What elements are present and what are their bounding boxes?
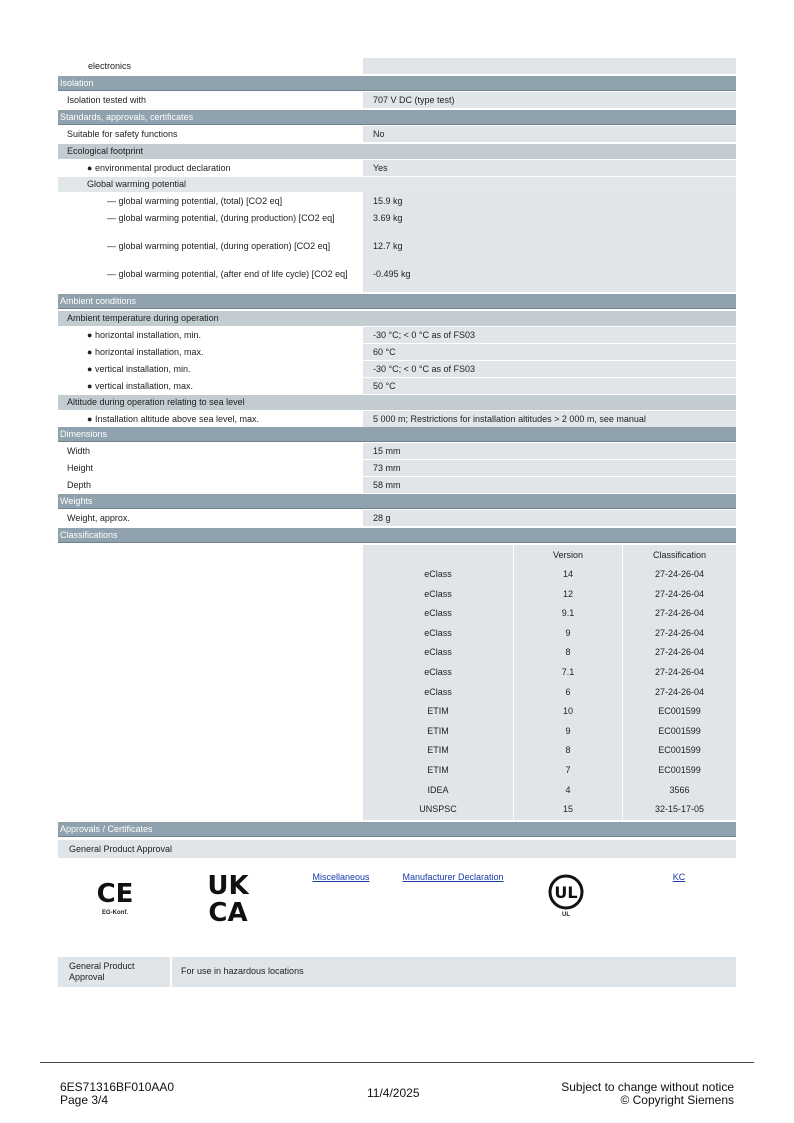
- v-min-row: ● vertical installation, min. -30 °C; < 0 °C as of FS03: [58, 361, 736, 377]
- gwp-total-value: 15.9 kg: [363, 192, 736, 210]
- classification-table: [363, 545, 736, 820]
- altitude-heading: Altitude during operation relating to sea level: [58, 395, 736, 410]
- ul-caption: UL: [562, 912, 570, 918]
- classification-row: [363, 781, 736, 801]
- classification-version: 7.1: [514, 663, 623, 683]
- h-max-row: ● horizontal installation, max. 60 °C: [58, 344, 736, 360]
- section-dimensions: Dimensions: [58, 427, 736, 442]
- gwp-eol-value: -0.495 kg: [363, 266, 736, 292]
- classification-row: [363, 585, 736, 605]
- gwp-heading: Global warming potential: [58, 177, 736, 192]
- h-min-row: ● horizontal installation, min. -30 °C; < 0 °C as of FS03: [58, 327, 736, 343]
- kc-link[interactable]: KC: [672, 872, 686, 882]
- h-max-label: horizontal installation, max.: [94, 347, 204, 357]
- gwp-prod-value: 3.69 kg: [363, 210, 736, 238]
- classification-system: eClass: [363, 604, 514, 624]
- classification-version: 6: [514, 683, 623, 703]
- classification-code: 27-24-26-04: [654, 627, 705, 638]
- classification-system: eClass: [363, 663, 514, 683]
- ukca-logo-text-1: UK: [207, 871, 249, 901]
- classification-version: 9.1: [514, 604, 623, 624]
- classification-system: eClass: [363, 683, 514, 703]
- classification-row: [363, 604, 736, 624]
- h-min-label: horizontal installation, min.: [94, 330, 201, 340]
- classification-code: EC001599: [658, 725, 701, 736]
- isolation-label: Isolation tested with: [67, 95, 147, 105]
- footer-divider: [40, 1062, 754, 1063]
- classification-code: 27-24-26-04: [654, 666, 705, 677]
- ce-logo-text: CE: [96, 879, 134, 908]
- electronics-value: [363, 58, 736, 74]
- v-max-label: vertical installation, max.: [94, 381, 193, 391]
- classification-version: 9: [514, 722, 623, 742]
- classification-system: UNSPSC: [363, 800, 514, 820]
- classification-version: 4: [514, 781, 623, 801]
- weight-value: 28 g: [363, 510, 736, 526]
- gwp-op-value: 12.7 kg: [363, 238, 736, 266]
- classification-header-row: [363, 545, 736, 565]
- classification-code: 27-24-26-04: [654, 686, 705, 697]
- classification-version: 8: [514, 643, 623, 663]
- ul-logo-text: UL: [554, 883, 578, 902]
- classification-system: eClass: [363, 585, 514, 605]
- classification-system: eClass: [363, 624, 514, 644]
- ul-mark-icon: [547, 874, 585, 910]
- height-row: [58, 460, 736, 476]
- classification-system: IDEA: [363, 781, 514, 801]
- classification-code: 32-15-17-05: [654, 804, 705, 815]
- altitude-label: Installation altitude above sea level, max.: [94, 414, 260, 424]
- footer-notice: Subject to change without notice: [561, 1080, 734, 1094]
- section-classifications: Classifications: [58, 528, 736, 543]
- classification-code: 27-24-26-04: [654, 647, 705, 658]
- gwp-total-row: — global warming potential, (total) [CO2 eq] 15.9 kg: [58, 192, 736, 210]
- ce-caption: EG-Konf.: [102, 910, 128, 916]
- electronics-label: electronics: [88, 61, 132, 71]
- section-ambient: Ambient conditions: [58, 294, 736, 309]
- ce-logo: [92, 878, 138, 916]
- footer-copyright: © Copyright Siemens: [620, 1093, 734, 1107]
- v-max-value: 50 °C: [363, 378, 736, 394]
- width-label: Width: [67, 446, 91, 456]
- bullet-icon: ●: [87, 163, 95, 173]
- classification-row: [363, 741, 736, 761]
- classification-system: ETIM: [363, 741, 514, 761]
- epd-label: environmental product declaration: [94, 163, 231, 173]
- isolation-value: 707 V DC (type test): [363, 92, 736, 108]
- classification-row: [363, 761, 736, 781]
- classification-row: [363, 722, 736, 742]
- isolation-row: [58, 92, 736, 108]
- classification-row: [363, 683, 736, 703]
- footer-page-number: Page 3/4: [60, 1093, 109, 1107]
- gwp-eol-label: global warming potential, (after end of life cycle) [CO2 eq]: [118, 269, 348, 279]
- classification-system: ETIM: [363, 722, 514, 742]
- ukca-logo-text-2: CA: [208, 898, 248, 924]
- width-row: [58, 443, 736, 459]
- classification-header-system: [363, 545, 514, 565]
- gwp-prod-row: — global warming potential, (during production) [CO2 eq] 3.69 kg: [58, 210, 736, 238]
- section-isolation: Isolation: [58, 76, 736, 91]
- ukca-mark-icon: [200, 870, 256, 924]
- footer-date: 11/4/2025: [367, 1086, 420, 1100]
- section-standards: Standards, approvals, certificates: [58, 110, 736, 125]
- epd-value: Yes: [363, 160, 736, 176]
- classification-system: ETIM: [363, 702, 514, 722]
- classification-version: 7: [514, 761, 623, 781]
- ul-logo: [546, 874, 586, 918]
- v-min-value: -30 °C; < 0 °C as of FS03: [363, 361, 736, 377]
- gwp-eol-row: — global warming potential, (after end of life cycle) [CO2 eq] -0.495 kg: [58, 266, 736, 292]
- classification-row: [363, 663, 736, 683]
- classification-version: 10: [514, 702, 623, 722]
- classification-rows: [363, 565, 736, 820]
- depth-value: 58 mm: [363, 477, 736, 493]
- classification-version: 9: [514, 624, 623, 644]
- classification-row: [363, 624, 736, 644]
- classification-row: [363, 800, 736, 820]
- classification-code: 27-24-26-04: [654, 569, 705, 579]
- electronics-row: [58, 58, 736, 74]
- h-min-value: -30 °C; < 0 °C as of FS03: [363, 327, 736, 343]
- gwp-op-label: global warming potential, (during operation) [CO2 eq]: [118, 241, 331, 251]
- section-weights: Weights: [58, 494, 736, 509]
- altitude-row: ● Installation altitude above sea level, max. 5 000 m; Restrictions for installation altitudes > 2 000 m, see manual: [58, 411, 736, 427]
- v-max-row: ● vertical installation, max. 50 °C: [58, 378, 736, 394]
- classification-header-version: Version: [514, 545, 623, 565]
- manufacturer-declaration-link[interactable]: Manufacturer Declaration: [402, 872, 504, 882]
- classification-row: [363, 702, 736, 722]
- classification-system: eClass: [363, 643, 514, 663]
- depth-label: Depth: [67, 480, 92, 490]
- eco-footprint-heading: Ecological footprint: [58, 144, 736, 159]
- safety-row: [58, 126, 736, 142]
- classification-system: ETIM: [363, 761, 514, 781]
- ce-mark-icon: [93, 878, 137, 908]
- height-value: 73 mm: [363, 460, 736, 476]
- classification-code: 27-24-26-04: [654, 588, 705, 599]
- classification-code: 27-24-26-04: [654, 608, 705, 619]
- width-value: 15 mm: [363, 443, 736, 459]
- altitude-value: 5 000 m; Restrictions for installation altitudes > 2 000 m, see manual: [363, 411, 736, 427]
- classification-code: EC001599: [658, 706, 701, 717]
- hazardous-approval-row: [58, 957, 736, 987]
- weight-label: Weight, approx.: [67, 513, 130, 523]
- safety-label: Suitable for safety functions: [67, 129, 178, 139]
- classification-code: EC001599: [658, 764, 701, 775]
- classification-row: [363, 643, 736, 663]
- hazardous-approval-value: For use in hazardous locations: [172, 957, 736, 987]
- ukca-logo: [200, 870, 256, 926]
- height-label: Height: [67, 463, 94, 473]
- v-min-label: vertical installation, min.: [94, 364, 191, 374]
- weight-row: [58, 510, 736, 526]
- classification-version: 14: [514, 565, 623, 585]
- classification-version: 8: [514, 741, 623, 761]
- approvals-logos: [58, 856, 736, 952]
- classification-version: 12: [514, 585, 623, 605]
- gwp-prod-label: global warming potential, (during production) [CO2 eq]: [118, 213, 335, 223]
- footer-order-number: 6ES71316BF010AA0: [60, 1080, 175, 1094]
- classification-header-class: Classification: [623, 545, 736, 565]
- epd-row: [58, 160, 736, 176]
- gwp-op-row: — global warming potential, (during operation) [CO2 eq] 12.7 kg: [58, 238, 736, 266]
- hazardous-approval-label: General Product Approval: [58, 957, 170, 987]
- general-approval-heading: General Product Approval: [58, 840, 736, 858]
- section-approvals: Approvals / Certificates: [58, 822, 736, 837]
- classification-code: 3566: [669, 784, 690, 795]
- classification-code: EC001599: [658, 745, 701, 756]
- h-max-value: 60 °C: [363, 344, 736, 360]
- classification-system: eClass: [363, 565, 514, 585]
- miscellaneous-link[interactable]: Miscellaneous: [312, 872, 370, 882]
- classification-row: [363, 565, 736, 585]
- ambient-temp-heading: Ambient temperature during operation: [58, 311, 736, 326]
- depth-row: [58, 477, 736, 493]
- classification-version: 15: [514, 800, 623, 820]
- safety-value: No: [363, 126, 736, 142]
- gwp-total-label: global warming potential, (total) [CO2 eq]: [118, 196, 283, 206]
